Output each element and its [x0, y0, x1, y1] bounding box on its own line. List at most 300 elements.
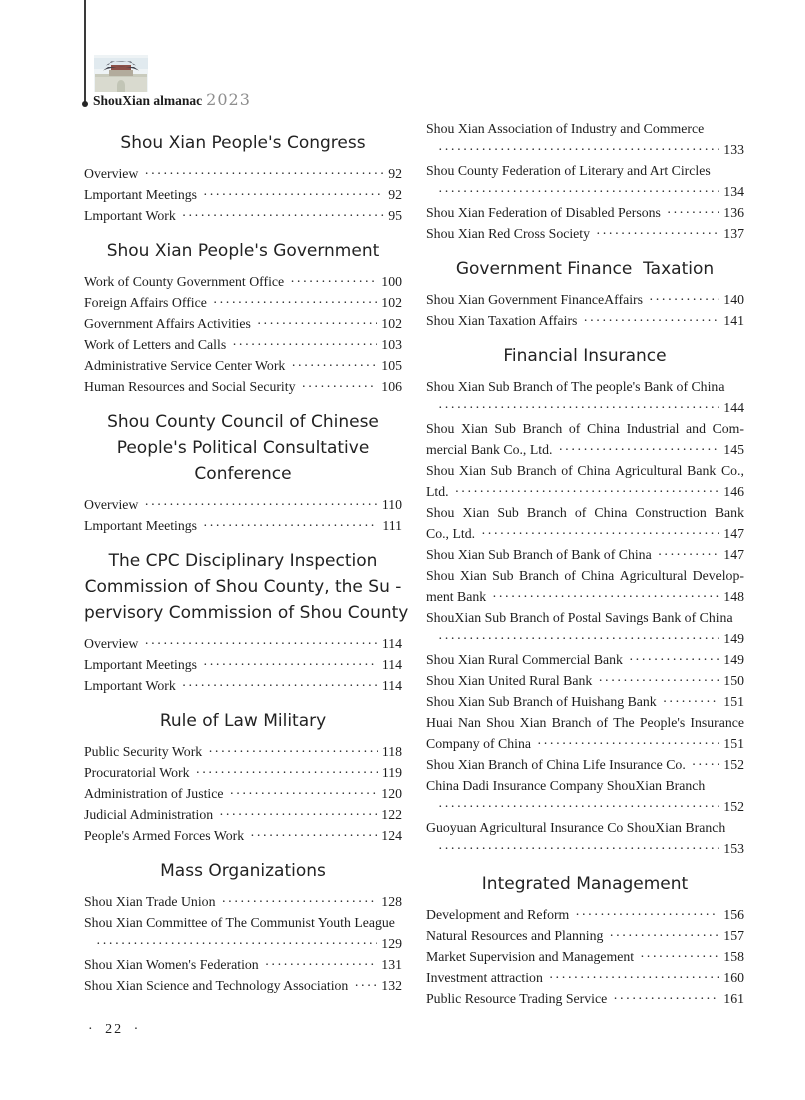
word: Branch	[522, 421, 563, 436]
word: The	[613, 715, 635, 730]
toc-entry-title-line: Shou Xian Sub Branch of The people's Bank of China	[426, 379, 725, 394]
toc-entry-last-line	[426, 289, 744, 310]
dot-leader	[196, 762, 378, 783]
toc-entry[interactable]	[426, 691, 744, 712]
toc-entry-last-line	[426, 691, 744, 712]
word: China	[581, 568, 615, 583]
toc-entry-last-line	[84, 741, 402, 762]
section-heading	[426, 256, 744, 282]
toc-entry[interactable]	[426, 817, 744, 859]
toc-entry-page-number: 120	[381, 786, 402, 801]
toc-entry-title-line	[426, 712, 744, 733]
word: Sub	[490, 463, 513, 478]
dot-leader	[213, 292, 377, 313]
dot-leader	[250, 825, 377, 846]
toc-entry[interactable]	[426, 946, 744, 967]
dot-leader	[203, 515, 378, 536]
toc-entry[interactable]	[426, 925, 744, 946]
dot-leader	[609, 925, 719, 946]
toc-entry-page-number: 119	[381, 765, 402, 780]
dot-leader	[438, 397, 719, 418]
section-heading-line: Shou County Council of Chinese	[107, 412, 379, 432]
section-heading	[426, 343, 744, 369]
toc-entry[interactable]	[84, 675, 402, 696]
toc-entry-page-number: 102	[381, 295, 402, 310]
toc-entry-last-line	[426, 481, 744, 502]
section-heading-line: Commission of Shou County, the Su -	[84, 577, 402, 597]
section-heading-line: The CPC Disciplinary Inspection	[108, 551, 378, 571]
toc-entry[interactable]	[426, 118, 744, 160]
word: of	[568, 421, 581, 436]
toc-entry-title: Shou Xian Women's Federation	[84, 957, 259, 972]
toc-entry[interactable]	[84, 633, 402, 654]
toc-entry-page-number: 146	[723, 484, 744, 499]
toc-entry-page-number: 133	[723, 142, 744, 157]
brand-title: ShouXian almanac	[93, 93, 203, 108]
toc-entry-last-line	[84, 355, 402, 376]
toc-entry-page-number: 131	[381, 957, 402, 972]
toc-entry-last-line	[84, 654, 402, 675]
dot-leader	[182, 675, 378, 696]
toc-entry-page-number: 106	[381, 379, 402, 394]
toc-entry[interactable]	[426, 202, 744, 223]
toc-entry-page-number: 132	[381, 978, 402, 993]
toc-entry[interactable]	[426, 967, 744, 988]
section-heading-line: Financial Insurance	[503, 346, 667, 366]
toc-entry-page-number: 149	[723, 652, 744, 667]
toc-entry-last-line	[84, 515, 402, 536]
toc-entry-page-number: 144	[723, 400, 744, 415]
toc-entry-title-line	[426, 565, 744, 586]
toc-entry-title: Shou Xian United Rural Bank	[426, 673, 593, 688]
toc-entry[interactable]	[426, 904, 744, 925]
toc-entry-page-number: 152	[723, 799, 744, 814]
toc-entry-page-number: 129	[381, 936, 402, 951]
toc-entry-last-line	[84, 494, 402, 515]
toc-entry-title: Natural Resources and Planning	[426, 928, 604, 943]
toc-entry[interactable]	[84, 975, 402, 996]
section-heading-line: Conference	[194, 464, 292, 484]
toc-entry[interactable]	[426, 775, 744, 817]
toc-entry-title: Lmportant Meetings	[84, 187, 198, 202]
toc-entry[interactable]	[84, 355, 402, 376]
toc-entry-page-number: 150	[723, 673, 744, 688]
toc-entry-page-number: 100	[381, 274, 402, 289]
toc-entry[interactable]	[84, 825, 402, 846]
dot-leader	[438, 796, 719, 817]
section-heading	[426, 871, 744, 897]
toc-entry-title: Human Resources and Social Security	[84, 379, 296, 394]
toc-entry-last-line	[426, 139, 744, 160]
dot-leader	[629, 649, 719, 670]
toc-entry[interactable]	[84, 334, 402, 355]
toc-entry-last-line	[84, 271, 402, 292]
toc-entry-page-number: 153	[723, 841, 744, 856]
toc-entry-page-number: 105	[381, 358, 402, 373]
word: and	[686, 421, 706, 436]
toc-entry[interactable]	[84, 515, 402, 536]
toc-entry[interactable]	[84, 313, 402, 334]
toc-entry-title: Shou Xian Sub Branch of Huishang Bank	[426, 694, 657, 709]
word: Branch	[526, 505, 567, 520]
toc-entry-page-number: 148	[723, 589, 744, 604]
toc-entry[interactable]	[84, 494, 402, 515]
toc-entry-page-number: 114	[381, 657, 402, 672]
toc-entry-title: Public Resource Trading Service	[426, 991, 608, 1006]
toc-entry-title: Shou Xian Federation of Disabled Persons	[426, 205, 661, 220]
toc-entry-page-number: 151	[723, 736, 744, 751]
dot-leader	[203, 654, 378, 675]
toc-entry[interactable]	[426, 502, 744, 544]
rule-end-dot	[82, 101, 88, 107]
toc-entry-page-number: 111	[382, 518, 402, 533]
toc-entry-page-number: 160	[723, 970, 744, 985]
dot-leader	[182, 205, 384, 226]
folio-page-number: · 22 ·	[88, 1022, 141, 1037]
word: China	[587, 421, 620, 436]
toc-entry-last-line	[84, 783, 402, 804]
toc-entry[interactable]	[426, 988, 744, 1009]
toc-entry-title: Lmportant Meetings	[84, 518, 198, 533]
word: Branch	[519, 568, 559, 583]
toc-entry-title: Co., Ltd.	[426, 526, 476, 541]
toc-entry-title: Lmportant Meetings	[84, 657, 198, 672]
toc-entry-title: Procuratorial Work	[84, 765, 190, 780]
dot-leader	[232, 334, 377, 355]
dot-leader	[438, 139, 719, 160]
toc-entry-page-number: 103	[381, 337, 402, 352]
dot-leader	[438, 628, 719, 649]
word: People's	[639, 715, 686, 730]
toc-entry[interactable]	[84, 292, 402, 313]
dot-leader	[667, 202, 719, 223]
dot-leader	[302, 376, 378, 397]
toc-entry[interactable]	[426, 460, 744, 502]
toc-entry-page-number: 92	[388, 187, 402, 202]
toc-entry-title-line: China Dadi Insurance Company ShouXian Branch	[426, 778, 706, 793]
toc-entry-title: ment Bank	[426, 589, 487, 604]
toc-entry-page-number: 157	[723, 928, 744, 943]
word: China	[577, 463, 611, 478]
section-heading	[84, 708, 402, 734]
toc-entry[interactable]	[84, 891, 402, 912]
toc-entry-title: Overview	[84, 497, 139, 512]
toc-entry[interactable]	[84, 271, 402, 292]
word: Bank	[714, 505, 744, 520]
section-heading	[84, 238, 402, 264]
word: Branch	[516, 463, 557, 478]
toc-entry-title: Overview	[84, 166, 139, 181]
toc-entry-title: Development and Reform	[426, 907, 570, 922]
toc-entry[interactable]	[84, 954, 402, 975]
toc-entry-last-line	[426, 586, 744, 607]
section-heading	[84, 409, 402, 487]
toc-entry[interactable]	[84, 205, 402, 226]
dot-leader	[481, 523, 719, 544]
word: Xian	[459, 568, 487, 583]
word: Com-	[712, 421, 744, 436]
toc-entry-page-number: 110	[381, 497, 402, 512]
toc-entry-page-number: 128	[381, 894, 402, 909]
toc-entry-page-number: 149	[723, 631, 744, 646]
toc-entry-last-line	[426, 670, 744, 691]
toc-entry-last-line	[84, 804, 402, 825]
toc-entry-title: Market Supervision and Management	[426, 949, 635, 964]
dot-leader	[291, 355, 377, 376]
toc-entry-last-line	[426, 733, 744, 754]
dot-leader	[640, 946, 719, 967]
word: Xian	[462, 505, 490, 520]
dot-leader	[583, 310, 719, 331]
dot-leader	[290, 271, 377, 292]
word: Nan	[457, 715, 481, 730]
dot-leader	[549, 967, 719, 988]
dot-leader	[492, 586, 719, 607]
dot-leader	[221, 891, 377, 912]
toc-entry-title: Shou Xian Rural Commercial Bank	[426, 652, 623, 667]
section-heading-line: Rule of Law Military	[159, 711, 327, 731]
toc-entry-title: Work of County Government Office	[84, 274, 285, 289]
toc-entry-title: Foreign Affairs Office	[84, 295, 207, 310]
toc-entry-last-line	[426, 523, 744, 544]
toc-entry-page-number: 151	[723, 694, 744, 709]
toc-entry-page-number: 136	[723, 205, 744, 220]
toc-entry-last-line	[84, 292, 402, 313]
dot-leader	[663, 691, 720, 712]
section-heading-line: Shou Xian People's Congress	[120, 133, 366, 153]
toc-entry-last-line	[84, 954, 402, 975]
toc-entry-last-line	[426, 988, 744, 1009]
toc-column	[426, 118, 744, 1009]
city-gate-logo-icon	[94, 55, 148, 92]
toc-entry-title-line: ShouXian Sub Branch of Postal Savings Bank of China	[426, 610, 733, 625]
toc-entry[interactable]	[426, 607, 744, 649]
toc-entry[interactable]	[426, 223, 744, 244]
word: Construction	[635, 505, 707, 520]
dot-leader	[658, 544, 720, 565]
section-heading-line: Government Finance Taxation	[455, 259, 715, 279]
toc-entry[interactable]	[84, 912, 402, 954]
toc-entry-last-line	[84, 891, 402, 912]
dot-leader	[219, 804, 377, 825]
toc-entry-page-number: 124	[381, 828, 402, 843]
toc-entry[interactable]	[84, 783, 402, 804]
dot-leader	[354, 975, 377, 996]
toc-entry-title: Shou Xian Trade Union	[84, 894, 216, 909]
toc-entry-page-number: 95	[388, 208, 402, 223]
toc-entry-last-line	[84, 313, 402, 334]
toc-entry-last-line	[426, 925, 744, 946]
toc-entry[interactable]	[426, 418, 744, 460]
toc-entry-page-number: 137	[723, 226, 744, 241]
margin-rule	[84, 0, 86, 103]
toc-entry-last-line	[84, 975, 402, 996]
dot-leader	[230, 783, 378, 804]
word: Huai	[426, 715, 453, 730]
toc-entry-title: Public Security Work	[84, 744, 203, 759]
toc-entry[interactable]	[84, 376, 402, 397]
dot-leader	[438, 838, 719, 859]
toc-entry[interactable]	[426, 712, 744, 754]
toc-entry-page-number: 140	[723, 292, 744, 307]
section-heading-line: Shou Xian People's Government	[106, 241, 380, 261]
toc-entry-page-number: 102	[381, 316, 402, 331]
toc-entry-last-line	[426, 649, 744, 670]
toc-entry-page-number: 134	[723, 184, 744, 199]
dot-leader	[558, 439, 719, 460]
toc-entry-title: Work of Letters and Calls	[84, 337, 227, 352]
almanac-brand	[93, 90, 251, 109]
toc-entry[interactable]	[84, 163, 402, 184]
toc-entry-last-line	[84, 675, 402, 696]
dot-leader	[144, 494, 377, 515]
toc-entry-title: Investment attraction	[426, 970, 543, 985]
toc-entry-title: Administration of Justice	[84, 786, 224, 801]
dot-leader	[692, 754, 720, 775]
toc-entry[interactable]	[426, 376, 744, 418]
toc-entry-page-number: 145	[723, 442, 744, 457]
word: of	[574, 505, 587, 520]
toc-entry-page-number: 161	[723, 991, 744, 1006]
toc-entry-title: Shou Xian Science and Technology Association	[84, 978, 349, 993]
toc-entry[interactable]	[426, 289, 744, 310]
word: Sub	[492, 568, 514, 583]
word: Shou	[486, 715, 515, 730]
toc-entry-title: Overview	[84, 636, 139, 651]
toc-entry-last-line	[426, 754, 744, 775]
toc-entry-page-number: 147	[723, 547, 744, 562]
toc-entry-page-number: 114	[381, 678, 402, 693]
toc-entry-last-line	[84, 933, 402, 954]
dot-leader	[144, 163, 384, 184]
toc-entry[interactable]	[84, 654, 402, 675]
toc-entry-title-line	[426, 460, 744, 481]
dot-leader	[203, 184, 384, 205]
toc-entry-title: Shou Xian Taxation Affairs	[426, 313, 578, 328]
word: of	[561, 463, 573, 478]
word: Xian	[460, 421, 488, 436]
word: of	[596, 715, 609, 730]
dot-leader	[257, 313, 377, 334]
section-heading-line: Mass Organizations	[160, 861, 326, 881]
section-heading-line: Integrated Management	[481, 874, 689, 894]
word: Shou	[426, 505, 455, 520]
dot-leader	[649, 289, 719, 310]
toc-entry-title-line	[426, 502, 744, 523]
word: Co.,	[720, 463, 744, 478]
word: Shou	[426, 463, 455, 478]
toc-entry[interactable]	[426, 649, 744, 670]
toc-entry-last-line	[426, 181, 744, 202]
toc-column	[84, 118, 409, 1009]
word: Branch	[551, 715, 592, 730]
toc-entry-title-line: Guoyuan Agricultural Insurance Co ShouXian Branch	[426, 820, 726, 835]
toc-entry-page-number: 156	[723, 907, 744, 922]
toc-entry-title: Judicial Administration	[84, 807, 214, 822]
section-heading	[84, 858, 402, 884]
word: Bank	[687, 463, 717, 478]
toc-entry-last-line	[426, 904, 744, 925]
toc-entry-page-number: 92	[388, 166, 402, 181]
toc-entry-last-line	[426, 946, 744, 967]
toc-entry-title: Ltd.	[426, 484, 449, 499]
toc-entry-page-number: 141	[723, 313, 744, 328]
word: Xian	[459, 463, 486, 478]
toc-entry-last-line	[426, 628, 744, 649]
dot-leader	[598, 670, 719, 691]
toc-entry-title: Shou Xian Sub Branch of Bank of China	[426, 547, 652, 562]
toc-entry-last-line	[84, 334, 402, 355]
dot-leader	[144, 633, 377, 654]
toc-entry-title: Company of China	[426, 736, 531, 751]
toc-entry-title: Lmportant Work	[84, 678, 176, 693]
toc-entry-page-number: 158	[723, 949, 744, 964]
word: Agricultural	[615, 463, 683, 478]
toc-entry[interactable]	[426, 160, 744, 202]
toc-entry-title: Lmportant Work	[84, 208, 176, 223]
toc-entry-page-number: 147	[723, 526, 744, 541]
toc-entry[interactable]	[84, 762, 402, 783]
toc-columns	[84, 118, 744, 1009]
word: Shou	[426, 568, 455, 583]
toc-entry[interactable]	[426, 544, 744, 565]
toc-entry-last-line	[426, 223, 744, 244]
dot-leader	[613, 988, 719, 1009]
section-heading-line: pervisory Commission of Shou County	[84, 603, 409, 623]
toc-entry[interactable]	[426, 754, 744, 775]
toc-entry-last-line	[426, 202, 744, 223]
toc-entry[interactable]	[426, 670, 744, 691]
word: Agricultural	[619, 568, 688, 583]
dot-leader	[208, 741, 378, 762]
toc-entry[interactable]	[84, 184, 402, 205]
toc-entry-title: mercial Bank Co., Ltd.	[426, 442, 553, 457]
toc-entry-title: People's Armed Forces Work	[84, 828, 245, 843]
toc-entry-title-line: Shou Xian Committee of The Communist Youth League	[84, 915, 395, 930]
toc-entry-last-line	[426, 967, 744, 988]
toc-entry-last-line	[426, 544, 744, 565]
toc-entry-last-line	[426, 397, 744, 418]
toc-entry-page-number: 122	[381, 807, 402, 822]
section-heading	[84, 130, 402, 156]
brand-year: 2023	[206, 90, 251, 109]
toc-entry-title: Shou Xian Government FinanceAffairs	[426, 292, 643, 307]
toc-entry-title-line: Shou Xian Association of Industry and Commerce	[426, 121, 705, 136]
word: Sub	[494, 421, 516, 436]
toc-entry-title: Shou Xian Branch of China Life Insurance Co.	[426, 757, 686, 772]
toc-entry-last-line	[84, 163, 402, 184]
toc-entry[interactable]	[426, 310, 744, 331]
toc-entry-last-line	[426, 796, 744, 817]
toc-entry-title-line: Shou County Federation of Literary and Art Circles	[426, 163, 711, 178]
dot-leader	[455, 481, 720, 502]
section-heading	[84, 548, 409, 626]
toc-entry-last-line	[84, 376, 402, 397]
word: Shou	[426, 421, 455, 436]
toc-entry[interactable]	[426, 565, 744, 607]
toc-entry-title: Government Affairs Activities	[84, 316, 251, 331]
toc-entry-page-number: 152	[723, 757, 744, 772]
dot-leader	[438, 181, 719, 202]
section-heading-line: People's Political Consultative	[116, 438, 370, 458]
word: Insurance	[690, 715, 744, 730]
word: Industrial	[626, 421, 680, 436]
toc-entry[interactable]	[84, 804, 402, 825]
toc-entry-last-line	[84, 762, 402, 783]
dot-leader	[265, 954, 378, 975]
toc-entry[interactable]	[84, 741, 402, 762]
toc-entry-last-line	[84, 633, 402, 654]
